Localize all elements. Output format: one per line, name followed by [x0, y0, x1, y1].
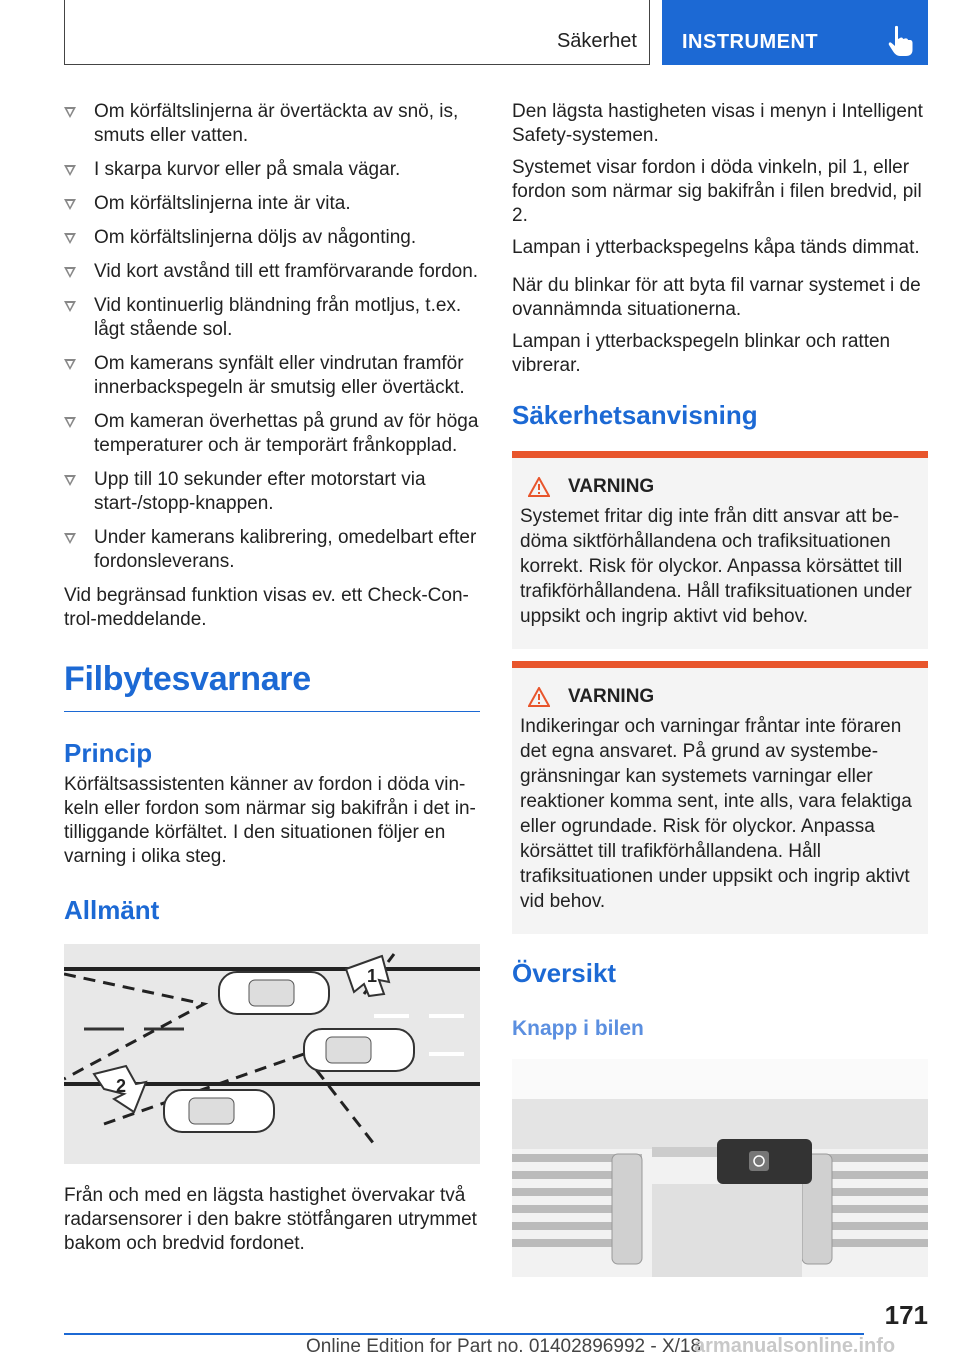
min-speed-text: Den lägsta hastigheten visas i menyn i Intelligent Safety-systemen. — [512, 101, 923, 146]
condition-list — [64, 100, 480, 574]
allmant-heading: Allmänt — [64, 895, 160, 925]
watermark: armanualsonline.info — [694, 1335, 896, 1357]
triangle-bullet-icon — [64, 301, 76, 312]
car-front — [219, 972, 329, 1014]
warning-title: VARNING — [528, 686, 920, 708]
left-column — [64, 100, 480, 1264]
triangle-bullet-icon — [64, 417, 76, 428]
edition-text: Online Edition for Part no. 01402896992 - X/18 — [306, 1336, 702, 1357]
warning-title: VARNING — [528, 476, 920, 498]
section-label: Säkerhet — [556, 30, 637, 52]
triangle-bullet-icon — [64, 359, 76, 370]
triangle-bullet-icon — [64, 199, 76, 210]
triangle-bullet-icon — [64, 475, 76, 486]
arrow-1-icon — [346, 956, 389, 996]
list-item: Om körfältslinjerna döljs av någonting. — [64, 226, 480, 250]
right-column — [512, 100, 928, 1277]
warning-box — [512, 451, 928, 649]
warning-triangle-icon — [528, 477, 550, 497]
chapter-label: INSTRUMENT — [682, 31, 819, 53]
pointing-hand-icon — [886, 25, 916, 57]
list-item: Vid kontinuerlig bländning från motljus, t.ex. lågt stående sol. — [64, 294, 480, 342]
svg-text:2: 2 — [116, 1076, 127, 1096]
display-text: Systemet visar fordon i döda vinkeln, pil 1, eller fordon som närmar sig bakifrån i filen bredvid, pil 2. — [512, 157, 922, 226]
lane-change-illustration — [64, 944, 480, 1164]
list-item: Upp till 10 sekunder efter motorstart via start-/stopp-knappen. — [64, 468, 480, 516]
lane-assist-button-icon[interactable] — [749, 1151, 769, 1171]
mirror-lamp-text: Lampan i ytterbackspegelns kåpa tänds dimmat. — [512, 237, 920, 258]
page-number: 171 — [884, 1300, 928, 1330]
mirror-blink-text: Lampan i ytterbackspegeln blinkar och ratten vibrerar. — [512, 331, 891, 376]
arrow-2-icon — [94, 1066, 146, 1112]
check-control-note: Vid begränsad funktion visas ev. ett Check-Control-meddelande. — [64, 585, 469, 630]
warning-triangle-icon — [528, 687, 550, 707]
triangle-bullet-icon — [64, 233, 76, 244]
princip-text: Körfältsassistenten känner av fordon i döda vinkeln eller fordon som närmar sig bakifrån i det intilliggande körfältet. I den situationen följer en varning i olika steg. — [64, 774, 476, 867]
warning-text: Systemet fritar dig inte från ditt ansvar att bedöma siktförhållandena och trafiksituationen korrekt. Risk för olyckor. Anpassa körsättet till trafikförhållandena. Håll trafiksituationen under uppsikt och ingrip aktivt vid behov. — [520, 506, 912, 627]
triangle-bullet-icon — [64, 107, 76, 118]
princip-heading: Princip — [64, 738, 153, 768]
radar-text: Från och med en lägsta hastighet övervakar två radarsensorer i den bakre stötfångaren utrymmet bakom och bredvid fordonet. — [64, 1185, 477, 1254]
section-tab[interactable] — [64, 0, 650, 65]
list-item: Vid kort avstånd till ett framförvarande fordon. — [64, 260, 480, 284]
chapter-tab[interactable] — [662, 0, 928, 65]
list-item: Om kameran överhettas på grund av för höga temperaturer och är temporärt frånkopplad. — [64, 410, 480, 458]
button-photo — [512, 1059, 928, 1277]
car-rear — [164, 1090, 274, 1132]
oversikt-heading: Översikt — [512, 958, 617, 988]
dashboard-vents-illustration — [512, 1059, 928, 1277]
warning-box — [512, 661, 928, 934]
blink-warning-text: När du blinkar för att byta fil varnar systemet i de ovannämnda situationerna. — [512, 275, 921, 320]
page-title: Filbytesvarnare — [64, 660, 480, 712]
page-header — [64, 0, 928, 65]
warning-text: Indikeringar och varningar fråntar inte föraren det egna ansvaret. På grund av systembegränsningar kan systemets varningar eller reaktioner komma sent, inte alls, vara felaktiga eller ogrundade. Risk för olyckor. Anpassa körsättet till trafikförhållandena. Håll trafiksituationen under uppsikt och ingrip aktivt vid behov. — [520, 716, 912, 912]
triangle-bullet-icon — [64, 165, 76, 176]
safety-heading: Säkerhetsanvisning — [512, 400, 758, 430]
triangle-bullet-icon — [64, 533, 76, 544]
list-item: Under kamerans kalibrering, omedelbart efter fordonsleverans. — [64, 526, 480, 574]
car-own — [304, 1029, 414, 1071]
list-item: Om körfältslinjerna inte är vita. — [64, 192, 480, 216]
svg-text:1: 1 — [367, 966, 378, 986]
blind-spot-diagram — [64, 944, 480, 1164]
list-item: Om kamerans synfält eller vindrutan framför innerbackspegeln är smutsig eller övertäckt. — [64, 352, 480, 400]
knapp-heading: Knapp i bilen — [512, 1017, 644, 1040]
list-item: Om körfältslinjerna är övertäckta av snö, is, smuts eller vatten. — [64, 100, 480, 148]
triangle-bullet-icon — [64, 267, 76, 278]
list-item: I skarpa kurvor eller på smala vägar. — [64, 158, 480, 182]
